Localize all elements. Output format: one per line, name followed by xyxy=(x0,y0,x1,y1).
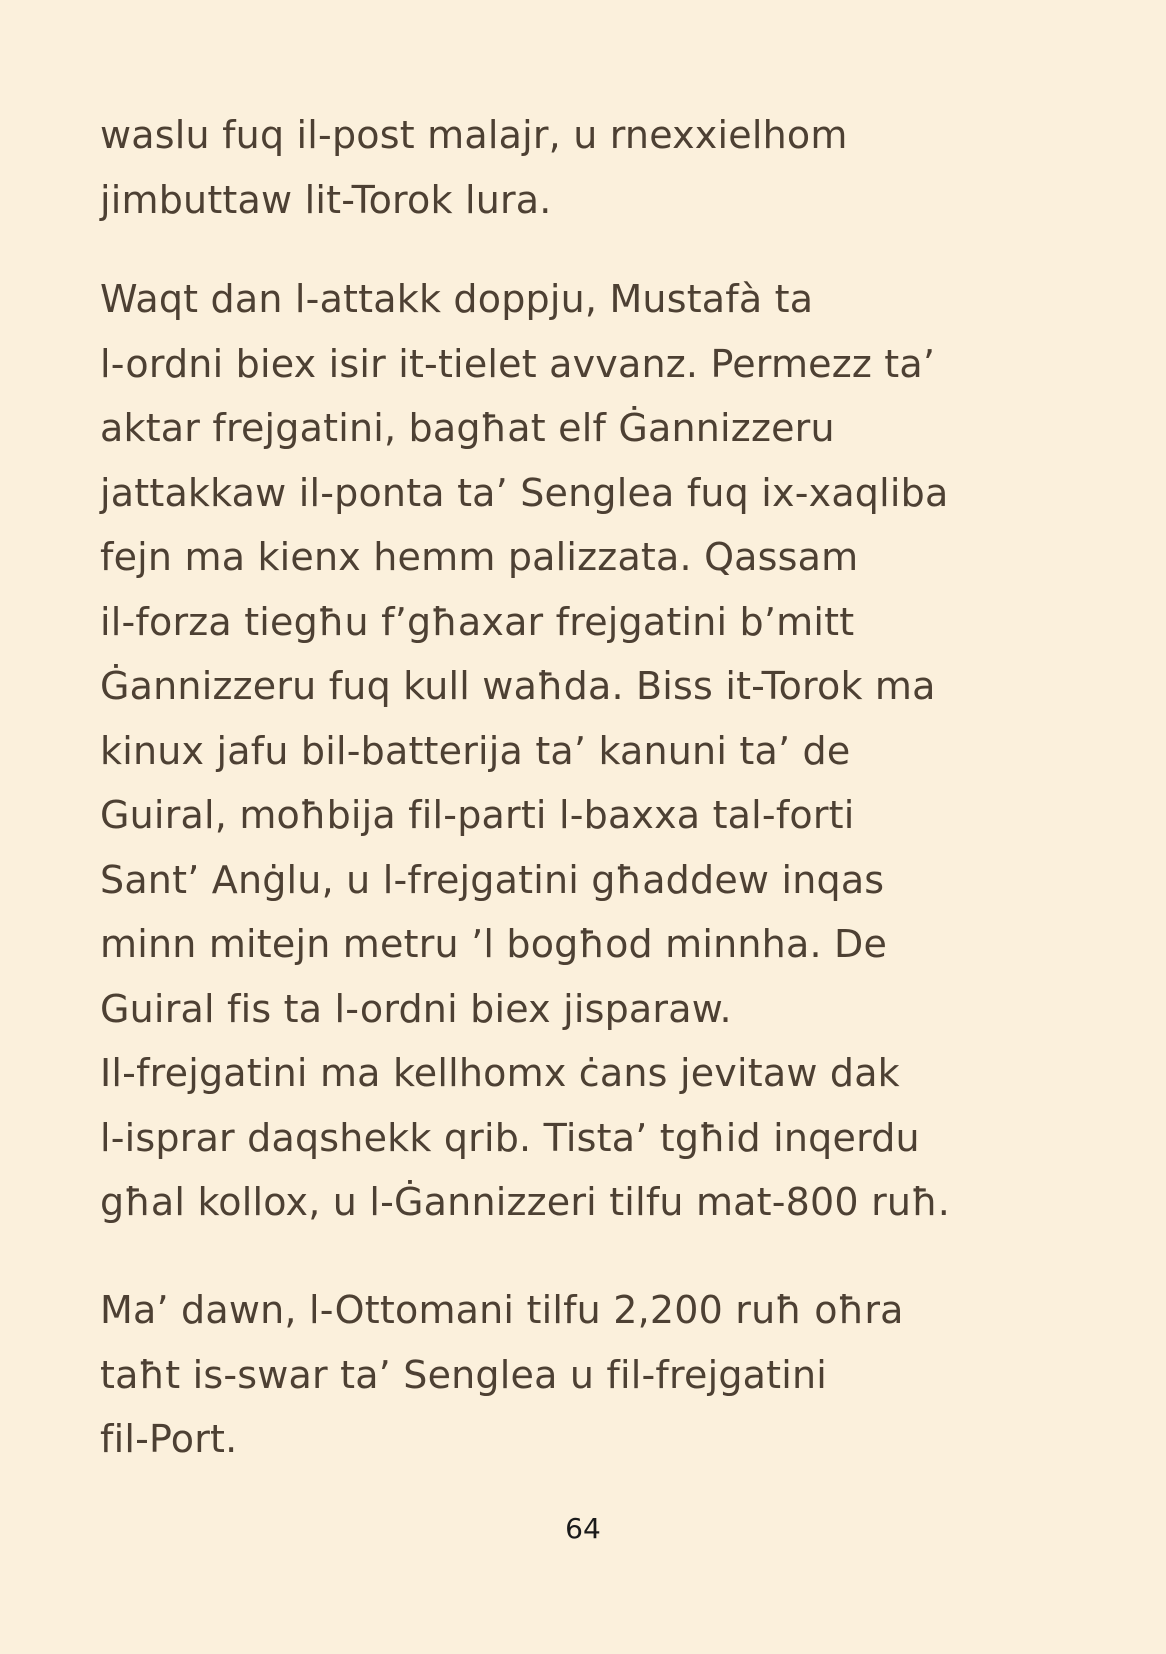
paragraph-2 xyxy=(100,267,1080,1235)
text-line: minn mitejn metru ’l bogħod minnha. De xyxy=(100,922,888,966)
text-line: waslu fuq il-post malajr, u rnexxielhom xyxy=(100,113,848,157)
text-line: Waqt dan l-attakk doppju, Mustafà ta xyxy=(100,277,814,321)
text-line: l-isprar daqshekk qrib. Tista’ tgħid inqerdu xyxy=(100,1115,920,1160)
text-line: taħt is-swar ta’ Senglea u fil-frejgatini xyxy=(100,1352,828,1397)
text-line: fejn ma kienx hemm palizzata. Qassam xyxy=(100,535,859,579)
text-line: fil-Port. xyxy=(100,1417,238,1461)
paragraph-1 xyxy=(100,103,1080,232)
text-line: għal kollox, u l-Ġannizzeri tilfu mat-800 ruħ. xyxy=(100,1180,951,1224)
text-line: kinux jafu bil-batterija ta’ kanuni ta’ de xyxy=(100,728,851,773)
text-line: Guiral fis ta l-ordni biex jisparaw. xyxy=(100,986,732,1031)
text-line: Guiral, moħbija fil-parti l-baxxa tal-forti xyxy=(100,793,855,837)
text-line: Ġannizzeru fuq kull waħda. Biss it-Torok ma xyxy=(100,664,936,708)
text-line: jimbuttaw lit-Torok lura. xyxy=(100,177,552,222)
text-line: Sant’ Anġlu, u l-frejgatini għaddew inqas xyxy=(100,857,885,902)
text-line: Ma’ dawn, l-Ottomani tilfu 2,200 ruħ oħra xyxy=(100,1288,904,1332)
text-line: aktar frejgatini, bagħat elf Ġannizzeru xyxy=(100,406,835,450)
text-line: jattakkaw il-ponta ta’ Senglea fuq ix-xaqliba xyxy=(100,470,949,515)
text-line: Il-frejgatini ma kellhomx ċans jevitaw dak xyxy=(100,1051,900,1095)
text-line: il-forza tiegħu f’għaxar frejgatini b’mitt xyxy=(100,599,855,644)
page-number: 64 xyxy=(565,1512,601,1545)
text-line: l-ordni biex isir it-tielet avvanz. Permezz ta’ xyxy=(100,341,936,386)
paragraph-3 xyxy=(100,1278,1080,1472)
